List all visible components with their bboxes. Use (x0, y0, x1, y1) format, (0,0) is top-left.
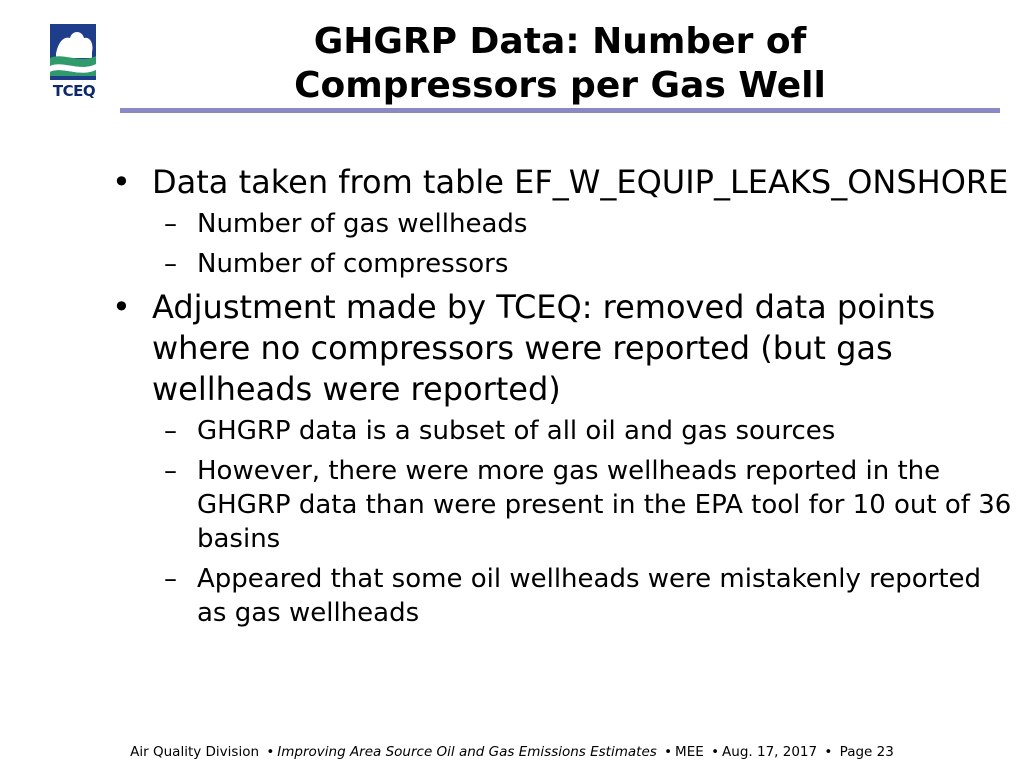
title-line-1: GHGRP Data: Number of (313, 21, 807, 62)
footer-project: Improving Area Source Oil and Gas Emissions Estimates (277, 744, 657, 760)
title-line-2: Compressors per Gas Well (294, 65, 826, 106)
sub-bullet-text: However, there were more gas wellheads reported in the GHGRP data than were present in the EPA tool for 10 out of 36 basins (197, 456, 1012, 554)
sub-bullet-marker: – (164, 249, 177, 279)
footer-meeting: MEE (675, 744, 704, 760)
sub-bullet-marker: – (164, 416, 177, 446)
sub-bullet-text: Number of gas wellheads (197, 209, 528, 239)
bullet-text: Adjustment made by TCEQ: removed data points where no compressors were reported (but gas wellheads were reported) (152, 288, 936, 408)
footer-separator: • (664, 744, 673, 760)
sub-bullet-text: Appeared that some oil wellheads were mistakenly reported as gas wellheads (197, 564, 982, 628)
slide-footer (0, 744, 1024, 760)
footer-separator: • (266, 744, 275, 760)
bullet-item (112, 287, 1012, 410)
footer-division: Air Quality Division (130, 744, 260, 760)
bullet-marker: • (112, 288, 131, 326)
tceq-logo (50, 24, 98, 106)
bullet-text: Data taken from table EF_W_EQUIP_LEAKS_ONSHORE (152, 163, 1009, 201)
title-underline (120, 108, 1000, 113)
bullet-item (112, 162, 1012, 203)
bullet-marker: • (112, 163, 131, 201)
sub-bullet-marker: – (164, 456, 177, 486)
sub-bullet-item (112, 414, 1012, 448)
sub-bullet-item (112, 454, 1012, 556)
sub-bullet-text: GHGRP data is a subset of all oil and gas sources (197, 416, 836, 446)
footer-date: Aug. 17, 2017 (722, 744, 818, 760)
sub-bullet-item (112, 247, 1012, 281)
footer-separator: • (824, 744, 833, 760)
sub-bullet-item (112, 207, 1012, 241)
slide-title (120, 20, 1000, 108)
footer-separator: • (711, 744, 720, 760)
sub-bullet-item (112, 562, 1012, 630)
sub-bullet-text: Number of compressors (197, 249, 509, 279)
sub-bullet-marker: – (164, 564, 177, 594)
logo-text: TCEQ (52, 82, 96, 100)
slide-content (112, 162, 1012, 636)
footer-page: Page 23 (839, 744, 894, 760)
sub-bullet-marker: – (164, 209, 177, 239)
